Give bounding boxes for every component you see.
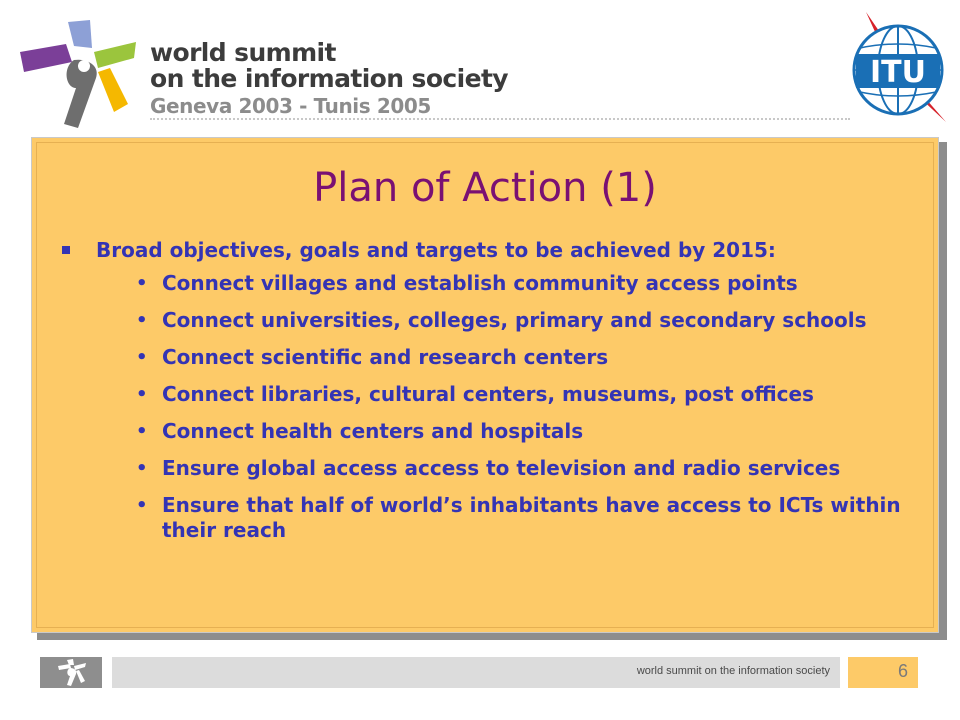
itu-logo-icon <box>846 10 950 124</box>
logo-line-1: world summit <box>150 38 336 67</box>
dot-bullet-icon: • <box>136 495 148 516</box>
wsis-small-logo-icon <box>40 657 102 688</box>
page-number: 6 <box>897 661 908 681</box>
slide-content <box>56 238 918 555</box>
footer-label: world summit on the information society <box>636 665 830 677</box>
list-item <box>136 456 918 481</box>
dot-bullet-icon: • <box>136 310 148 331</box>
sub-bullet-list <box>56 271 918 543</box>
sub-bullet-text: Connect scientific and research centers <box>162 345 609 369</box>
slide-title: Plan of Action (1) <box>313 165 657 211</box>
page-number-box <box>848 657 918 688</box>
list-item <box>136 419 918 444</box>
footer-logo <box>40 657 102 688</box>
footer-bar <box>112 657 840 688</box>
square-bullet-icon <box>62 246 70 254</box>
list-item <box>136 345 918 370</box>
dot-bullet-icon: • <box>136 421 148 442</box>
sub-bullet-text: Connect villages and establish community access points <box>162 271 798 295</box>
sub-bullet-text: Connect health centers and hospitals <box>162 419 584 443</box>
wsis-wordmark <box>150 40 508 116</box>
dot-bullet-icon: • <box>136 273 148 294</box>
sub-bullet-text: Ensure that half of world’s inhabitants have access to ICTs within their reach <box>162 493 901 542</box>
list-item <box>136 308 918 333</box>
sub-bullet-text: Ensure global access access to television and radio services <box>162 456 841 480</box>
logo-line-3: Geneva 2003 - Tunis 2005 <box>150 94 431 118</box>
dot-bullet-icon: • <box>136 458 148 479</box>
sub-bullet-text: Connect libraries, cultural centers, museums, post offices <box>162 382 814 406</box>
wsis-logo-icon <box>18 18 140 130</box>
sub-bullet-text: Connect universities, colleges, primary and secondary schools <box>162 308 867 332</box>
list-item <box>136 493 918 543</box>
list-item <box>136 271 918 296</box>
header-divider <box>150 118 850 120</box>
itu-logo-text: ITU <box>870 55 926 90</box>
list-item <box>136 382 918 407</box>
main-bullet-text: Broad objectives, goals and targets to be achieved by 2015: <box>96 238 776 262</box>
content-box <box>31 137 939 633</box>
logo-line-2: on the information society <box>150 64 508 93</box>
main-bullet <box>56 238 918 263</box>
dot-bullet-icon: • <box>136 347 148 368</box>
dot-bullet-icon: • <box>136 384 148 405</box>
